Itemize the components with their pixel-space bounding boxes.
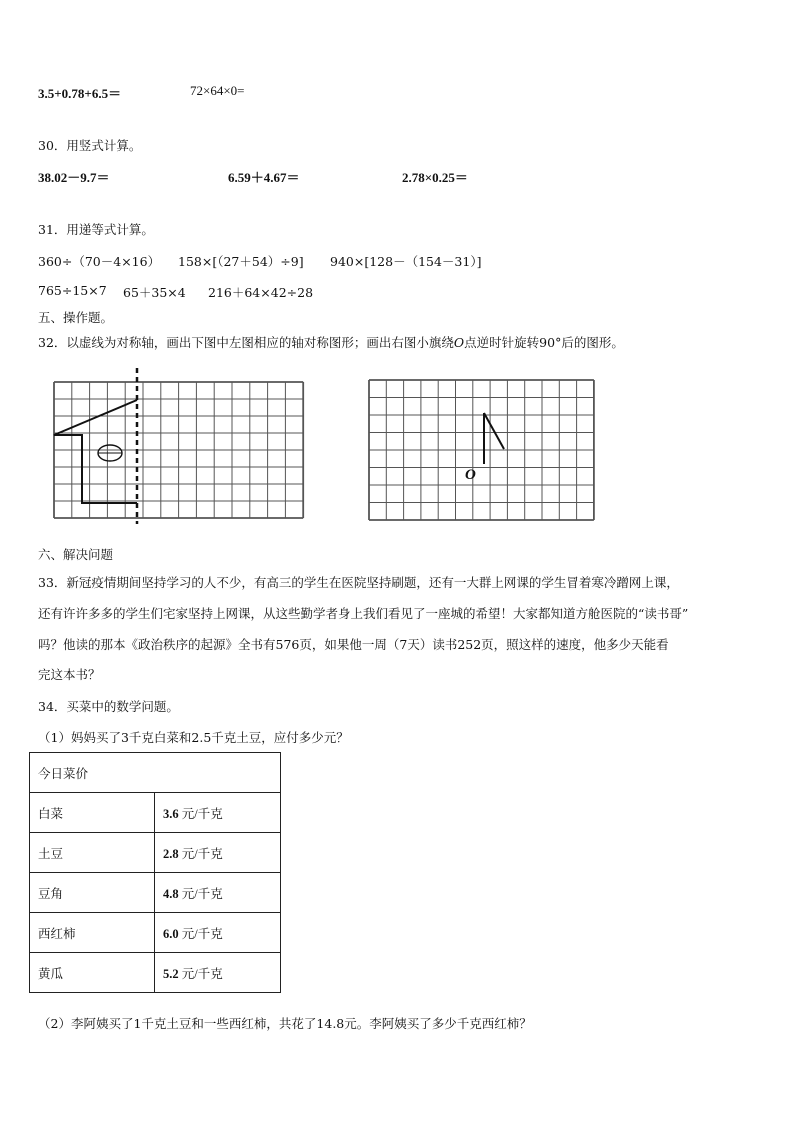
price-table	[29, 752, 281, 993]
price-value: 4.8	[163, 886, 179, 901]
veg-price	[155, 873, 281, 913]
table-row	[30, 793, 281, 833]
price-unit: 元/千克	[181, 926, 223, 941]
q31-title: 31．用递等式计算。	[38, 222, 154, 237]
q30-expr-1: 38.02－9.7＝	[38, 170, 110, 185]
q31-expr-5: 65＋35×4	[123, 285, 186, 300]
q29-expr-2: 72×64×0=	[190, 83, 245, 98]
q31-expr-6: 216＋64×42÷28	[208, 285, 314, 300]
q32-text	[38, 333, 624, 351]
right-grid-lines	[369, 380, 594, 520]
price-unit: 元/千克	[181, 886, 223, 901]
veg-price	[155, 793, 281, 833]
price-value: 3.6	[163, 806, 179, 821]
left-figure-lines	[54, 400, 137, 503]
right-grid-figure	[366, 377, 598, 522]
veg-price	[155, 953, 281, 993]
price-value: 5.2	[163, 966, 179, 981]
price-table-header-row	[30, 753, 281, 793]
q33-line-4: 完这本书？	[38, 667, 101, 682]
q30-title: 30．用竖式计算。	[38, 138, 142, 153]
veg-name: 土豆	[30, 833, 155, 873]
q32-o-label: O	[453, 335, 465, 350]
section-5-title: 五、操作题。	[38, 310, 114, 325]
q33-line-1: 33．新冠疫情期间坚持学习的人不少，有高三的学生在医院坚持刷题，还有一大群上网课的学生冒着寒冷蹭网上课，	[38, 575, 679, 590]
left-figure-shape	[54, 400, 137, 503]
q34-title: 34．买菜中的数学问题。	[38, 699, 179, 714]
q32-text-main: 32．以虚线为对称轴，画出下图中左图相应的轴对称图形；画出右图小旗绕	[38, 335, 454, 350]
q31-expr-3: 940×[128－（154－31）]	[330, 254, 482, 269]
section-6-title: 六、解决问题	[38, 547, 114, 562]
price-unit: 元/千克	[181, 806, 223, 821]
veg-price	[155, 833, 281, 873]
q32-text-after: 点逆时针旋转90°后的图形。	[464, 335, 624, 350]
price-unit: 元/千克	[181, 966, 223, 981]
table-row	[30, 953, 281, 993]
veg-name: 白菜	[30, 793, 155, 833]
q30-expr-2: 6.59＋4.67＝	[228, 170, 300, 185]
q31-expr-4: 765÷15×7	[38, 283, 107, 298]
table-row	[30, 873, 281, 913]
q31-expr-2: 158×[（27＋54）÷9]	[178, 254, 304, 269]
q34-sub1: （1）妈妈买了3千克白菜和2.5千克土豆，应付多少元？	[38, 730, 349, 745]
q33-line-3: 吗？他读的那本《政治秩序的起源》全书有576页，如果他一周（7天）读书252页，照这样的速度，他多少天能看	[38, 637, 669, 652]
q30-expr-3: 2.78×0.25＝	[402, 170, 468, 185]
price-unit: 元/千克	[181, 846, 223, 861]
q33-line-2: 还有许许多多的学生们宅家坚持上网课，从这些勤学者身上我们看见了一座城的希望！大家都知道方舱医院的“读书哥”	[38, 606, 689, 621]
price-value: 6.0	[163, 926, 179, 941]
price-value: 2.8	[163, 846, 179, 861]
right-flag-shape	[484, 413, 504, 464]
veg-price	[155, 913, 281, 953]
q34-sub2: （2）李阿姨买了1千克土豆和一些西红柿，共花了14.8元。李阿姨买了多少千克西红柿？	[38, 1016, 532, 1031]
veg-name: 西红柿	[30, 913, 155, 953]
veg-name: 豆角	[30, 873, 155, 913]
q29-expr-1: 3.5+0.78+6.5＝	[38, 86, 122, 101]
q31-expr-1: 360÷（70－4×16）	[38, 254, 161, 269]
table-row	[30, 833, 281, 873]
veg-name: 黄瓜	[30, 953, 155, 993]
price-table-header: 今日菜价	[30, 753, 281, 793]
right-grid-o-label: O	[465, 467, 476, 483]
left-grid-lines	[54, 382, 303, 518]
table-row	[30, 913, 281, 953]
left-grid-figure	[50, 368, 306, 524]
